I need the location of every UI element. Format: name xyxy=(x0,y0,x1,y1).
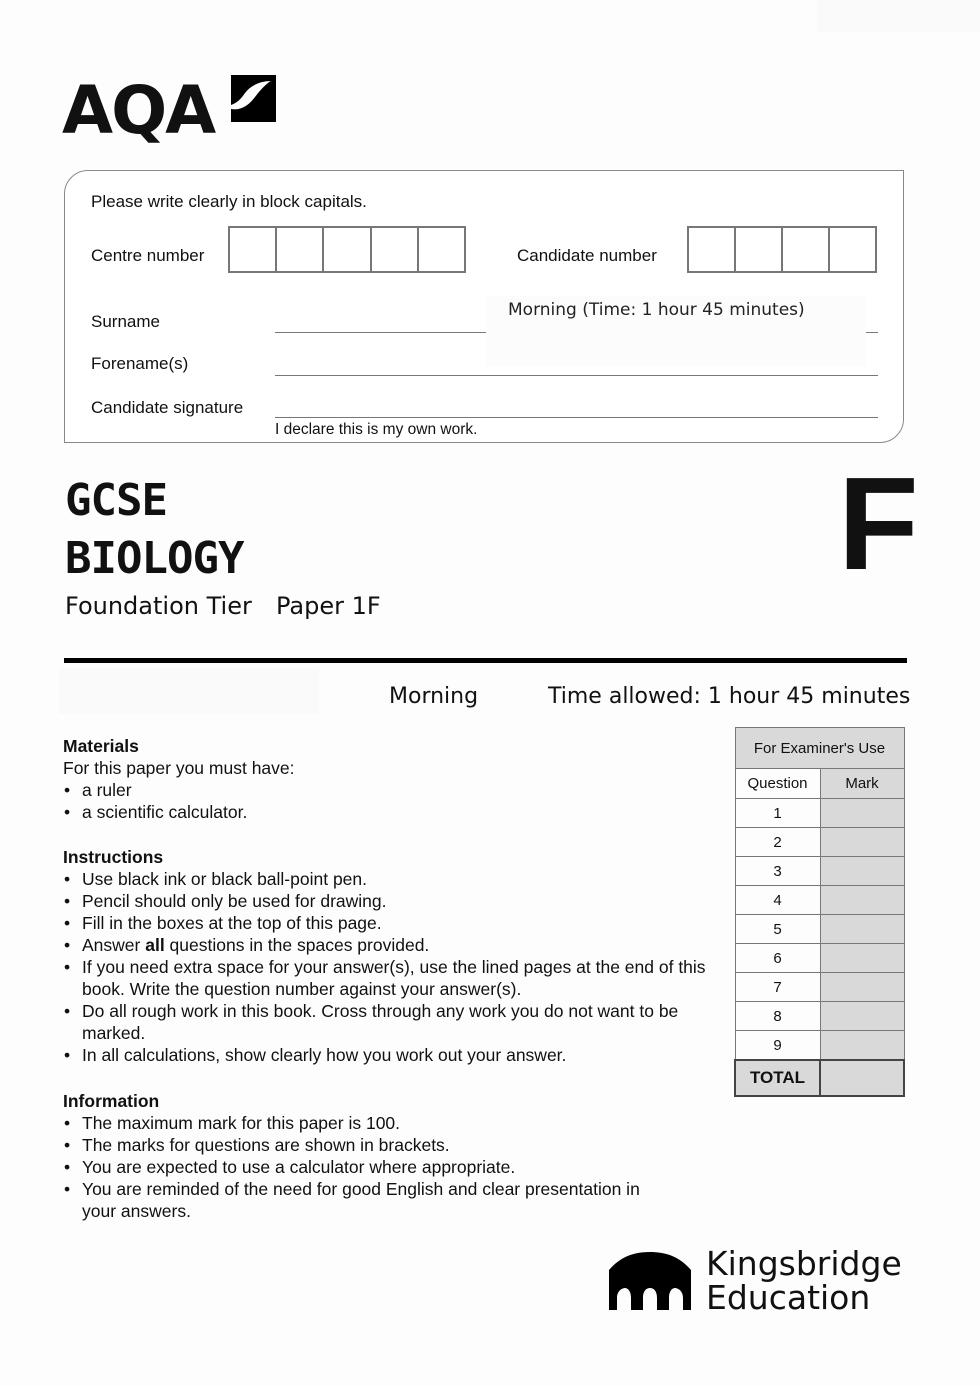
centre-number-label: Centre number xyxy=(91,246,205,265)
instruction-item: • Do all rough work in this book. Cross through any work you do not want to be marked. xyxy=(63,1000,723,1044)
question-column-header: Question xyxy=(735,769,820,799)
candidate-number-digit-box[interactable] xyxy=(830,228,875,271)
materials-item: • a ruler xyxy=(63,779,713,801)
session-time-overlay xyxy=(486,296,866,366)
examiner-table-title: For Examiner's Use xyxy=(735,728,904,769)
instruction-item: • Use black ink or black ball-point pen. xyxy=(63,868,723,890)
session-label: Morning xyxy=(389,684,479,709)
aqa-leaf-icon xyxy=(231,75,276,122)
mark-cell xyxy=(820,828,904,857)
information-item: • You are reminded of the need for good English and clear presentation in your answers. xyxy=(63,1178,663,1222)
materials-heading: Materials xyxy=(63,736,139,756)
bridge-arches-icon xyxy=(609,1252,691,1310)
mark-cell xyxy=(820,857,904,886)
blank-patch xyxy=(59,668,319,714)
block-capitals-instruction: Please write clearly in block capitals. xyxy=(91,192,367,211)
tier-letter: F xyxy=(838,450,919,597)
instruction-item: • In all calculations, show clearly how you work out your answer. xyxy=(63,1044,723,1066)
paper-label: Paper 1F xyxy=(276,592,381,620)
question-number: 2 xyxy=(735,828,820,857)
total-label: TOTAL xyxy=(735,1060,820,1096)
instructions-heading: Instructions xyxy=(63,847,164,867)
publisher-name xyxy=(706,1244,902,1317)
materials-section xyxy=(63,735,713,823)
question-number: 7 xyxy=(735,973,820,1002)
mark-cell xyxy=(820,915,904,944)
aqa-logo-text: AQA xyxy=(62,72,215,149)
time-allowed: Time allowed: 1 hour 45 minutes xyxy=(548,684,911,709)
mark-cell xyxy=(820,1002,904,1031)
information-item: • You are expected to use a calculator where appropriate. xyxy=(63,1156,663,1178)
instruction-item: • Pencil should only be used for drawing. xyxy=(63,890,723,912)
signature-field[interactable] xyxy=(275,417,878,418)
question-number: 5 xyxy=(735,915,820,944)
instruction-item: • Fill in the boxes at the top of this page. xyxy=(63,912,723,934)
materials-intro: For this paper you must have: xyxy=(63,758,295,778)
candidate-number-digit-box[interactable] xyxy=(736,228,783,271)
centre-number-digit-box[interactable] xyxy=(419,228,464,271)
instruction-text: Answer xyxy=(82,935,146,955)
blank-patch xyxy=(817,0,980,32)
examiner-use-table xyxy=(734,727,905,1097)
surname-label: Surname xyxy=(91,312,160,331)
total-mark-cell xyxy=(820,1060,904,1096)
mark-cell xyxy=(820,1031,904,1061)
question-number: 3 xyxy=(735,857,820,886)
question-number: 6 xyxy=(735,944,820,973)
candidate-number-digit-box[interactable] xyxy=(783,228,830,271)
publisher-line-2: Education xyxy=(706,1278,871,1317)
materials-item: • a scientific calculator. xyxy=(63,801,713,823)
information-item: • The marks for questions are shown in brackets. xyxy=(63,1134,663,1156)
information-heading: Information xyxy=(63,1091,160,1111)
instruction-emphasis: all xyxy=(145,935,165,955)
tier-label: Foundation Tier xyxy=(65,592,252,620)
forenames-label: Forename(s) xyxy=(91,354,189,373)
information-item: • The maximum mark for this paper is 100. xyxy=(63,1112,663,1134)
centre-number-field[interactable] xyxy=(228,226,466,273)
mark-cell xyxy=(820,886,904,915)
centre-number-digit-box[interactable] xyxy=(230,228,277,271)
publisher-line-1: Kingsbridge xyxy=(706,1244,902,1283)
forenames-field[interactable] xyxy=(275,375,878,376)
centre-number-digit-box[interactable] xyxy=(372,228,419,271)
instructions-section xyxy=(63,846,723,1066)
candidate-number-field[interactable] xyxy=(687,226,877,273)
question-number: 8 xyxy=(735,1002,820,1031)
information-section xyxy=(63,1090,663,1222)
centre-number-digit-box[interactable] xyxy=(277,228,324,271)
centre-number-digit-box[interactable] xyxy=(324,228,371,271)
mark-cell xyxy=(820,944,904,973)
session-time-note: Morning (Time: 1 hour 45 minutes) xyxy=(508,300,805,320)
divider-rule xyxy=(64,658,907,663)
subject-name: BIOLOGY xyxy=(65,533,244,584)
instruction-item xyxy=(63,934,723,956)
qualification-name: GCSE xyxy=(65,475,167,526)
declaration-text: I declare this is my own work. xyxy=(275,421,478,438)
question-number: 4 xyxy=(735,886,820,915)
mark-cell xyxy=(820,973,904,1002)
candidate-number-digit-box[interactable] xyxy=(689,228,736,271)
question-number: 1 xyxy=(735,799,820,828)
question-number: 9 xyxy=(735,1031,820,1061)
mark-column-header: Mark xyxy=(820,769,904,799)
signature-label: Candidate signature xyxy=(91,398,244,417)
candidate-number-label: Candidate number xyxy=(517,246,657,265)
instruction-text: questions in the spaces provided. xyxy=(164,935,430,955)
qualification-title xyxy=(65,472,243,588)
mark-cell xyxy=(820,799,904,828)
instruction-item: • If you need extra space for your answer(s), use the lined pages at the end of this book. Write the question number against your answer(s). xyxy=(63,956,723,1000)
